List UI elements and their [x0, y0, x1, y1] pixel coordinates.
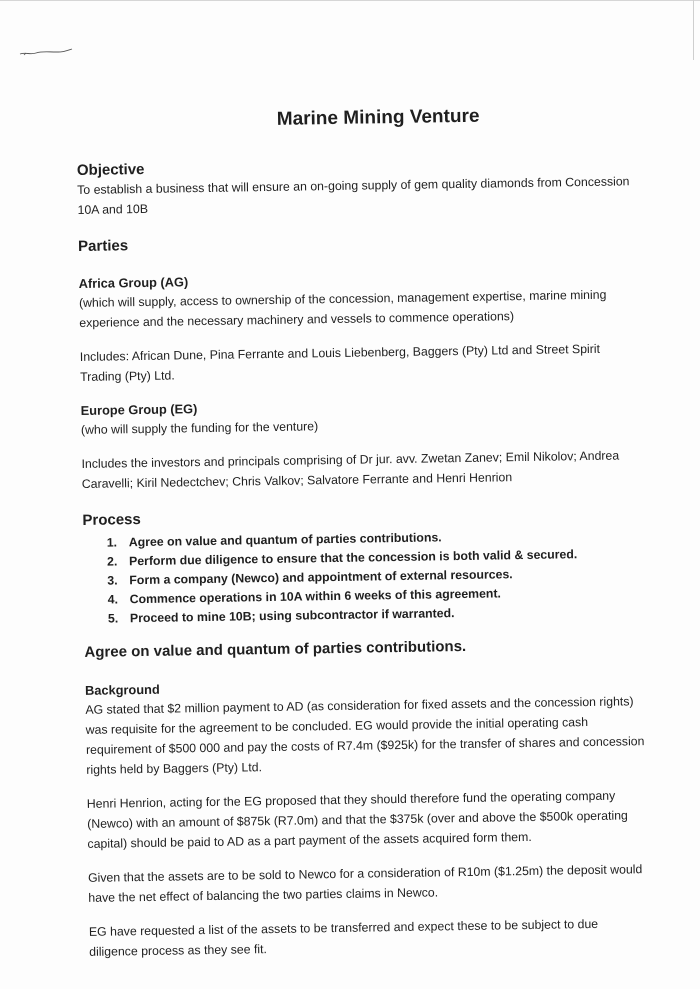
- process-item-text: Form a company (Newco) and appointment of external resources.: [129, 567, 513, 588]
- process-item-number: 4.: [107, 592, 119, 607]
- agree-heading: Agree on value and quantum of parties contributions.: [84, 637, 467, 661]
- process-item-text: Perform due diligence to ensure that the concession is both valid & secured.: [128, 547, 578, 569]
- background-heading: Background: [84, 681, 160, 698]
- background-paragraph: AG stated that $2 million payment to AD (as consideration for fixed assets and the concession rights) was requisite for the agreement to be concluded. EG would provide the initial operating cash requirement of $500 000 and pay the costs of R7.4m ($925k) for the transfer of shares and concession rights held by Baggers (Pty) Ltd.: [85, 694, 645, 777]
- europe-group-heading: Europe Group (EG): [80, 401, 198, 418]
- process-section: [82, 503, 644, 629]
- scan-top-edge: [0, 0, 700, 1]
- background-paragraph: EG have requested a list of the assets to be transferred and expect these to be subject to due diligence process as they see fit.: [88, 916, 599, 959]
- africa-group-description: (which will supply, access to ownership of the concession, management expertise, marine mining experience and the necessary machinery and vessels to commence operations): [78, 287, 607, 330]
- parties-heading: Parties: [77, 237, 129, 255]
- africa-group-includes: Includes: African Dune, Pina Ferrante and Louis Liebenberg, Baggers (Pty) Ltd and Street Spirit Trading (Pty) Ltd.: [79, 341, 601, 384]
- background-paragraph: Henri Henrion, acting for the EG proposed that they should therefore fund the operating company (Newco) with an amount of $875k (R7.0m) and that the $375k (over and above the $500k operating capital) should be paid to AD as a part payment of the assets acquired form them.: [86, 788, 628, 851]
- africa-group-heading: Africa Group (AG): [78, 274, 189, 291]
- process-item-number: 2.: [106, 554, 118, 569]
- page-title: Marine Mining Venture: [276, 105, 480, 130]
- process-heading: Process: [82, 511, 141, 529]
- document-body: [76, 103, 649, 962]
- europe-group-block: [81, 392, 642, 494]
- process-item-text: Agree on value and quantum of parties contributions.: [128, 530, 442, 550]
- handwritten-mark: [18, 46, 74, 58]
- process-item-text: Commence operations in 10A within 6 weeks of this agreement.: [129, 586, 502, 607]
- objective-heading: Objective: [76, 160, 145, 179]
- europe-group-description: (who will supply the funding for the venture): [80, 419, 319, 437]
- process-item-number: 5.: [107, 611, 119, 626]
- africa-group-block: [79, 265, 641, 387]
- process-item-number: 1.: [106, 535, 118, 550]
- objective-section: [77, 153, 638, 220]
- objective-text: To establish a business that will ensure an on-going supply of gem quality diamonds from Concession 10A and 10B: [77, 174, 630, 217]
- scan-right-edge: [693, 0, 694, 60]
- process-item-text: Proceed to mine 10B; using subcontractor if warranted.: [129, 606, 455, 626]
- background-paragraph: Given that the assets are to be sold to Newco for a consideration of R10m ($1.25m) the deposit would have the net effect of balancing the two parties claims in Newco.: [87, 862, 643, 905]
- process-item-number: 3.: [107, 573, 118, 588]
- parties-section: [78, 229, 642, 494]
- agree-section: [84, 634, 649, 962]
- europe-group-includes: Includes the investors and principals comprising of Dr jur. avv. Zwetan Zanev; Emil Nikolov; Andrea Caravelli; Kiril Nedectchev; Chris Valkov; Salvatore Ferrante and Henri Henrion: [81, 448, 620, 491]
- process-list: [83, 525, 644, 629]
